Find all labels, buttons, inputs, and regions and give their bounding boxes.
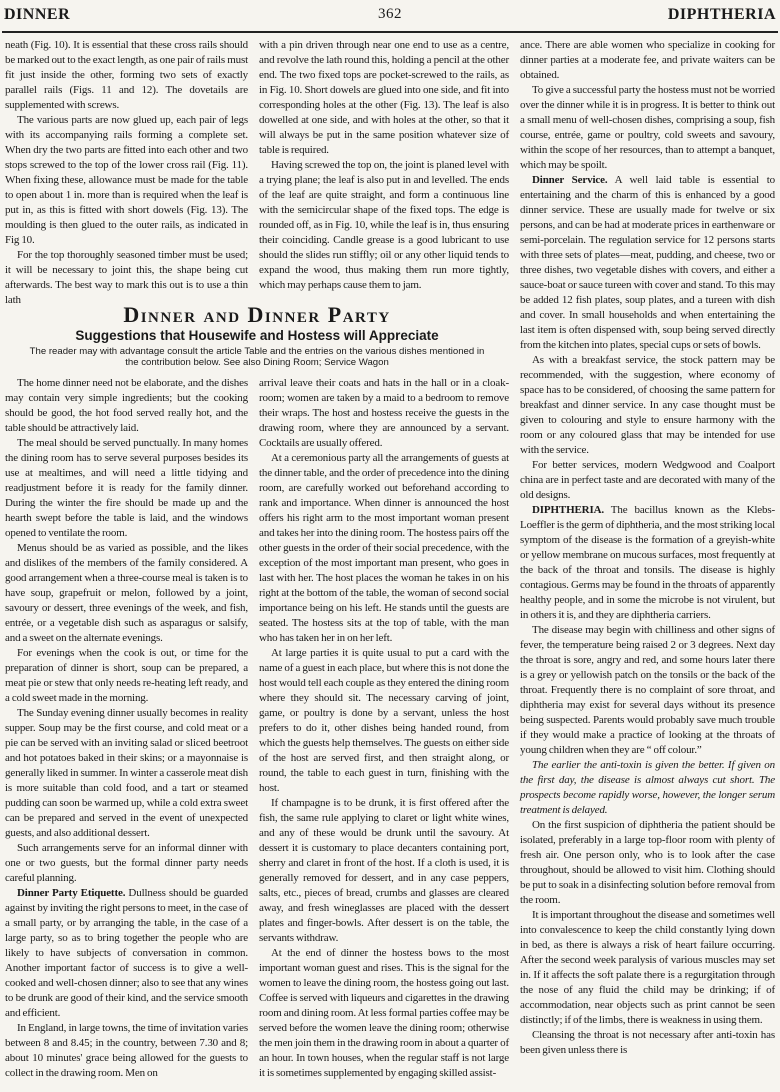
paragraph-text: ance. There are able women who specialize in cooking for dinner parties at a moderate fee, and private waiters can be obtained. [520,39,775,81]
paragraph-text: To give a successful party the hostess must not be worried over the dinner while it is in progress. It is better to think out a small menu of well-chosen dishes, comprising a soup, fish course, entrée, game or poultry, cold sweets and savoury, within the scope of her resources, than to attempt a banquet, which may be spoilt. [520,84,775,171]
paragraph [520,1028,775,1058]
paragraph [5,113,248,248]
paragraph-text: The earlier the anti-toxin is given the better. If given on the first day, the disease is almost always cut short. The prospects become rapidly worse, however, the longer serum treatment is delayed. [520,759,775,816]
paragraph [5,38,248,113]
paragraph-text: The Sunday evening dinner usually becomes in reality supper. Soup may be the first course, and cold meat or a pie can be served with an inviting salad or sliced beetroot and hot potatoes baked in their skins; or a mayonnaise is generally liked in summer. In winter a casserole meat dish is more suitable than cold food, and a tart or steamed pudding can soon be warmed up, while a cold extra sweet can be prepared and served in the event of unexpected guests, and also additional dessert. [5,707,248,839]
paragraph [5,841,248,886]
run-in-heading: Dinner Service. [532,174,608,186]
paragraph [259,376,509,451]
paragraph-text: Such arrangements serve for an informal dinner with one or two guests, but the formal dinner party needs careful planning. [5,842,248,884]
header-rule [2,31,778,33]
paragraph [520,458,775,503]
paragraph-text: arrival leave their coats and hats in the hall or in a cloak-room; women are taken by a maid to a bedroom to remove their wraps. The host and hostess receive the guests in the drawing room, where they are announced by a servant. Cocktails are usually offered. [259,377,509,449]
paragraph-text: neath (Fig. 10). It is essential that these cross rails should be marked out to the exact length, as one pair of rails must fit just inside the other, forming two sets of exactly parallel rails (Figs. 11 and 12). The dovetails are supplemented with screws. [5,39,248,111]
paragraph-text: Menus should be as varied as possible, and the likes and dislikes of the members of the family considered. A good arrangement when a three-course meal is taken is to have soup, grapefruit or melon, followed by a joint, savoury or dessert, three evenings of the week, and fish, entrée, or a vegetable dish such as asparagus or salsify, and a sweet on the alternate evenings. [5,542,248,644]
run-in-heading: DIPHTHERIA. [532,504,604,516]
column-3 [520,38,775,1058]
paragraph-text: For the top thoroughly seasoned timber must be used; it will be necessary to joint this, the shape being cut afterwards. The best way to mark this out is to use a thin lath [5,249,248,306]
paragraph [259,158,509,293]
paragraph-text: It is important throughout the disease and sometimes well into convalescence to keep the child constantly lying down in bed, as there is always a risk of heart failure occurring. After the second week paralysis of various muscles may set in. If it affects the soft palate there is a regurgitation through the nose of any fluid the child may be drinking; if of accommodation, near objects such as print cannot be seen distinctly; if of the limbs, there is weakness in using them. [520,909,775,1026]
column-2-top [259,38,509,293]
article-heading [5,300,509,368]
paragraph-text: As with a breakfast service, the stock pattern may be recommended, with the suggestion, where economy of space has to be considered, of choosing the same pattern for breakfast and dinner service. In any case thought must be given to colouring and style to ensure harmony with the room or any coloured glass that may be intended for use with the service. [520,354,775,456]
paragraph-text: The disease may begin with chilliness and other signs of fever, the temperature being raised 2 or 3 degrees. Next day the throat is sore, angry and red, and some hours later there is a grey or yellowish patch on the tonsils or the back of the throat. Frequently there is no complaint of sore throat, and diphtheria may exist for several days without its presence being suspected. Parents would probably save much trouble if they would make a practice of looking at the throats of young children when they are “ off colour.” [520,624,775,756]
paragraph [520,623,775,758]
paragraph [520,83,775,173]
paragraph [5,436,248,541]
paragraph [520,173,775,353]
paragraph [5,1021,248,1081]
paragraph [5,706,248,841]
paragraph-text: Dullness should be guarded against by inviting the right persons to meet, in the case of a small party, or by arranging the table, in the case of a large party, so as to bring together the people who are likely to have subjects of conversation in common. Another important factor of success is to give a well-cooked and well-chosen dinner; also to see that any wines to be drunk are good of their kind, and the service smooth and efficient. [5,887,248,1019]
paragraph [259,796,509,946]
paragraph [520,818,775,908]
paragraph [259,646,509,796]
paragraph-text: Cleansing the throat is not necessary after anti-toxin has been given unless there is [520,1029,775,1056]
paragraph [5,248,248,308]
paragraph-text: A well laid table is essential to entertaining and the charm of this is enhanced by a good dinner service. These are usually made for twelve or six persons, and can be had at moderate prices in earthenware or semi-porcelain. The regulation service for 12 persons starts with three sets of plates—meat, pudding, and cheese, two or three dishes, two vegetable dishes with covers, and either a sauce-boat or sauce tureen with cover and stand. To this may be added 12 fish plates, soup plates, and a tureen with dish and cover. In small households and when entertaining the last item is often dispensed with, soup being served directly from the kitchen into plates, special cups or sets of bowls. [520,174,775,351]
paragraph [259,451,509,646]
paragraph-text: The various parts are now glued up, each pair of legs with its accompanying rails forming a complete set. When dry the two parts are fitted into each other and two stops screwed to the top of the lower cross rail (Fig. 11). When fixing these, allowance must be made for the table to open about 1 in. more than is required when the leaf is put in, as this is fitted with short dowels (Fig. 13). The moulding is then glued to the outer rails, as indicated in Fig 10. [5,114,248,246]
paragraph-text: On the first suspicion of diphtheria the patient should be isolated, preferably in a large top-floor room with plenty of fresh air. One person only, who is to look after the case throughout, should be allowed to visit him. Clothing should be put to soak in a disinfecting solution before removal from the room. [520,819,775,906]
paragraph-text: At a ceremonious party all the arrangements of guests at the dinner table, and the order of precedence into the dining room, are carefully worked out beforehand according to rank and importance. When dinner is announced the host offers his right arm to the most important woman present and takes her into the dining room. The hostess pairs off the other guests in the order of their social precedence, with the exception of the most important man present, who goes in last with her. The host places the woman he takes in on his right at the bottom of the table, the woman of second social importance being on his left. He stands until the guests are seated. The hostess sits at the top of table, with the man who has taken her in on her left. [259,452,509,644]
column-2-bottom [259,376,509,1081]
paragraph [259,946,509,1081]
paragraph [5,646,248,706]
paragraph-text: At large parties it is quite usual to put a card with the name of a guest in each place, but where this is not done the host would tell each couple as they entered the dining room where they should sit. The necessary carving of joint, game, or poultry is done by a servant, unless the host prefers to do it, other dishes being handed round, from which the guests help themselves. The guests on either side of the host are served first, and then straight along, or round, the table to each guest in turn, finishing with the host. [259,647,509,794]
paragraph [5,541,248,646]
paragraph-text: If champagne is to be drunk, it is first offered after the fish, the same rule applying to claret or light white wines, and any of these would be drunk until the savoury. At dessert it is customary to place decanters containing port, sherry and claret in front of the host. If a cloth is used, it is generally removed for dessert, and in any case peppers, salts, etc., pieces of bread, crumbs and glasses are cleared away, and fresh wineglasses are placed with the dessert plates and finger-bowls. After dessert is on the table, the servants withdraw. [259,797,509,944]
paragraph-text: The home dinner need not be elaborate, and the dishes may contain very simple ingredients; but the cooking should be good, the hot food served really hot, and the table should be attractively laid. [5,377,248,434]
paragraph-text: The meal should be served punctually. In many homes the dining room has to serve several purposes besides its use at mealtimes, and will need a little tidying and readjustment before it is ready for the family dinner. During the winter the fire should be made up and the hearth swept before the table is laid, and the windows opened to ventilate the room. [5,437,248,539]
paragraph [520,908,775,1028]
paragraph [520,758,775,818]
article-note: The reader may with advantage consult the article Table and the entries on the various dishes mentioned in the contribution below. See also Dining Room; Service Wagon [29,346,485,368]
running-head-right: DIPHTHERIA [667,6,776,23]
paragraph-text: with a pin driven through near one end to use as a centre, and revolve the lath round this, holding a pencil at the other end. The two fixed tops are pocket-screwed to the rails, as in Fig. 10. Short dowels are glued into one side, and fit into corresponding holes at the other (Fig. 13). The leaf is also dowelled at one side, and with holes at the other, so that it will always be put in the same position whatever size of table is required. [259,39,509,156]
paragraph [5,376,248,436]
paragraph-text: Having screwed the top on, the joint is planed level with a trying plane; the leaf is also put in and levelled. The ends of the leaf are quite straight, and form a continuous line with the semicircular shape of the fixed tops. The edge is rounded off, as in Fig. 10, while the leaf is in, thus ensuring their coinciding. Candle grease is a good lubricant to use should the slides run stiffly; oil or any other liquid tends to expand the wood, thus making them run more tightly, which may perhaps cause them to jam. [259,159,509,291]
running-head-left: DINNER [4,6,71,23]
paragraph [520,353,775,458]
paragraph [259,38,509,158]
paragraph [520,38,775,83]
paragraph [5,886,248,1021]
paragraph-text: For better services, modern Wedgwood and Coalport china are in perfect taste and are decorated with many of the old designs. [520,459,775,501]
paragraph-text: In England, in large towns, the time of invitation varies between 8 and 8.45; in the country, between 7.30 and 8; about 10 minutes' grace being allowed for the guests to collect in the drawing room. Men on [5,1022,248,1079]
article-subtitle: Suggestions that Housewife and Hostess will Appreciate [75,328,439,343]
column-1-top [5,38,248,308]
paragraph-text: The bacillus known as the Klebs-Loeffler is the germ of diphtheria, and the most striking local symptom of the disease is the formation of a greyish-white or yellow membrane on mucous surfaces, most frequently at the back of the throat and tonsils. The disease is highly contagious. Germs may be found in the throats of apparently healthy people, and in some the microbe is not virulent, but in others it is, and they are diphtheria carriers. [520,504,775,621]
paragraph [520,503,775,623]
article-title: Dinner and Dinner Party [123,302,391,327]
run-in-heading: Dinner Party Etiquette. [17,887,126,899]
page-number: 362 [378,6,402,22]
column-1-bottom [5,376,248,1081]
paragraph-text: For evenings when the cook is out, or time for the preparation of dinner is short, soup can be prepared, a meat pie or stew that only needs re-heating left ready, and a cold sweet made in the morning. [5,647,248,704]
paragraph-text: At the end of dinner the hostess bows to the most important woman guest and rises. This is the signal for the women to leave the dining room, the hostess going out last. Coffee is served with liqueurs and cigarettes in the drawing room and dining room. At less formal parties coffee may be served before the women leave the dining room; otherwise the men join them in the drawing room in about a quarter of an hour. In town houses, when the regular staff is not large it is sometimes supplemented by engaging skilled assist- [259,947,509,1079]
